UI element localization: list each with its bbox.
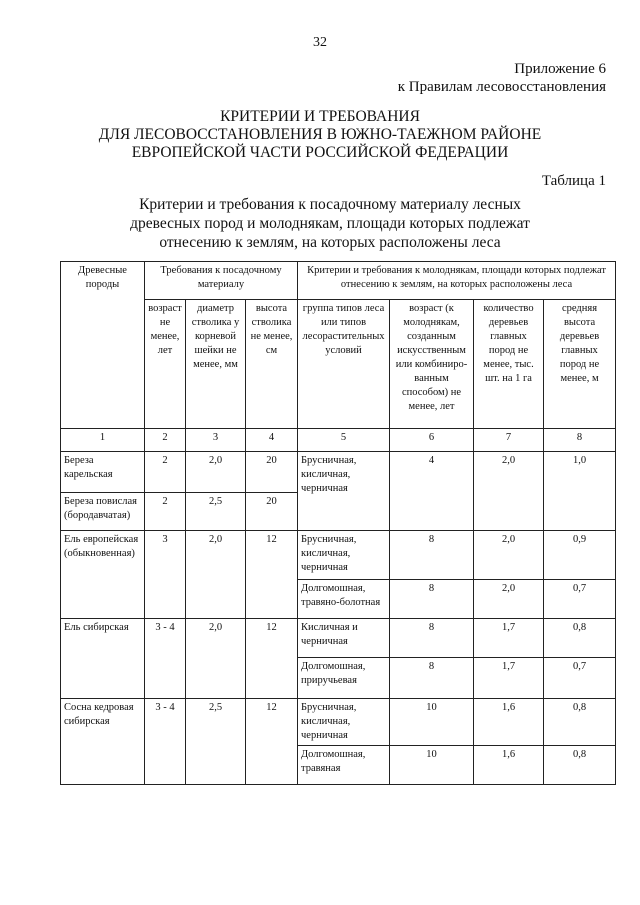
species-cell: Береза повислая (бородавчатая) [61, 493, 145, 531]
young-age-cell: 8 [390, 531, 474, 580]
height-cell: 12 [246, 699, 298, 785]
page-number: 32 [313, 35, 327, 50]
header-tree-count: количество деревьев главных пород не менее, тыс. шт. на 1 га [474, 300, 544, 429]
tree-count-cell: 1,6 [474, 699, 544, 746]
document-title [0, 108, 640, 162]
forest-type-cell: Брусничная, кисличная, черничная [298, 452, 390, 531]
column-number: 5 [298, 429, 390, 452]
height-cell: 20 [246, 493, 298, 531]
age-cell: 2 [145, 493, 186, 531]
young-age-cell: 8 [390, 619, 474, 658]
age-cell: 3 - 4 [145, 699, 186, 785]
young-age-cell: 10 [390, 746, 474, 785]
avg-height-cell: 0,7 [544, 580, 616, 619]
species-cell: Ель сибирская [61, 619, 145, 699]
column-number: 3 [186, 429, 246, 452]
tree-count-cell: 2,0 [474, 452, 544, 531]
diameter-cell: 2,0 [186, 619, 246, 699]
height-cell: 12 [246, 531, 298, 619]
column-number: 1 [61, 429, 145, 452]
diameter-cell: 2,0 [186, 531, 246, 619]
column-number: 7 [474, 429, 544, 452]
header-avg-height: средняя высота деревьев главных пород не менее, м [544, 300, 616, 429]
avg-height-cell: 0,8 [544, 699, 616, 746]
height-cell: 12 [246, 619, 298, 699]
table-caption [0, 195, 640, 252]
forest-type-cell: Долгомошная, травяная [298, 746, 390, 785]
title-line-3: ЕВРОПЕЙСКОЙ ЧАСТИ РОССИЙСКОЙ ФЕДЕРАЦИИ [131, 144, 509, 161]
header-forest-type: группа типов леса или типов лесорастительных условий [298, 300, 390, 429]
tree-count-cell: 1,7 [474, 619, 544, 658]
column-number: 8 [544, 429, 616, 452]
avg-height-cell: 0,8 [544, 746, 616, 785]
criteria-table [60, 261, 616, 785]
age-cell: 3 - 4 [145, 619, 186, 699]
header-diameter: диаметр стволика у корневой шейки не менее, мм [186, 300, 246, 429]
header-planting-material: Требования к посадочному материалу [145, 262, 298, 300]
appendix-reference [398, 60, 606, 96]
title-line-1: КРИТЕРИИ И ТРЕБОВАНИЯ [220, 108, 420, 125]
table-row [61, 619, 616, 658]
forest-type-cell: Долгомошная, приручьевая [298, 658, 390, 699]
header-young-stands: Критерии и требования к молоднякам, площади которых подлежат отнесению к землям, на которых расположены леса [298, 262, 616, 300]
appendix-line-1: Приложение 6 [514, 61, 606, 77]
species-cell: Ель европейская (обыкновенная) [61, 531, 145, 619]
table-row [61, 452, 616, 493]
forest-type-cell: Долгомошная, травяно-болотная [298, 580, 390, 619]
tree-count-cell: 2,0 [474, 531, 544, 580]
young-age-cell: 8 [390, 580, 474, 619]
young-age-cell: 8 [390, 658, 474, 699]
tree-count-cell: 2,0 [474, 580, 544, 619]
species-cell: Береза карельская [61, 452, 145, 493]
height-cell: 20 [246, 452, 298, 493]
caption-line-1: Критерии и требования к посадочному материалу лесных [139, 196, 521, 213]
column-number: 6 [390, 429, 474, 452]
title-line-2: ДЛЯ ЛЕСОВОССТАНОВЛЕНИЯ В ЮЖНО-ТАЕЖНОМ РАЙОНЕ [98, 126, 542, 143]
table-row [61, 531, 616, 580]
caption-line-3: отнесению к землям, на которых расположены леса [159, 234, 501, 251]
header-height: высота стволика не менее, см [246, 300, 298, 429]
table-row [61, 699, 616, 746]
caption-line-2: древесных пород и молоднякам, площади которых подлежат [130, 215, 530, 232]
species-cell: Сосна кедровая сибирская [61, 699, 145, 785]
header-age: возраст не менее, лет [145, 300, 186, 429]
header-species: Древесные породы [61, 262, 145, 429]
forest-type-cell: Брусничная, кисличная, черничная [298, 699, 390, 746]
avg-height-cell: 0,7 [544, 658, 616, 699]
table-label: Таблица 1 [541, 173, 606, 189]
diameter-cell: 2,0 [186, 452, 246, 493]
column-number-row [61, 429, 616, 452]
diameter-cell: 2,5 [186, 493, 246, 531]
age-cell: 3 [145, 531, 186, 619]
avg-height-cell: 0,9 [544, 531, 616, 580]
tree-count-cell: 1,6 [474, 746, 544, 785]
header-young-age: возраст (к молоднякам, созданным искусственным или комбиниро-ванным способом) не менее, лет [390, 300, 474, 429]
avg-height-cell: 1,0 [544, 452, 616, 531]
appendix-line-2: к Правилам лесовосстановления [397, 79, 606, 95]
forest-type-cell: Кисличная и черничная [298, 619, 390, 658]
diameter-cell: 2,5 [186, 699, 246, 785]
age-cell: 2 [145, 452, 186, 493]
young-age-cell: 4 [390, 452, 474, 531]
tree-count-cell: 1,7 [474, 658, 544, 699]
avg-height-cell: 0,8 [544, 619, 616, 658]
column-number: 2 [145, 429, 186, 452]
young-age-cell: 10 [390, 699, 474, 746]
column-number: 4 [246, 429, 298, 452]
forest-type-cell: Брусничная, кисличная, черничная [298, 531, 390, 580]
